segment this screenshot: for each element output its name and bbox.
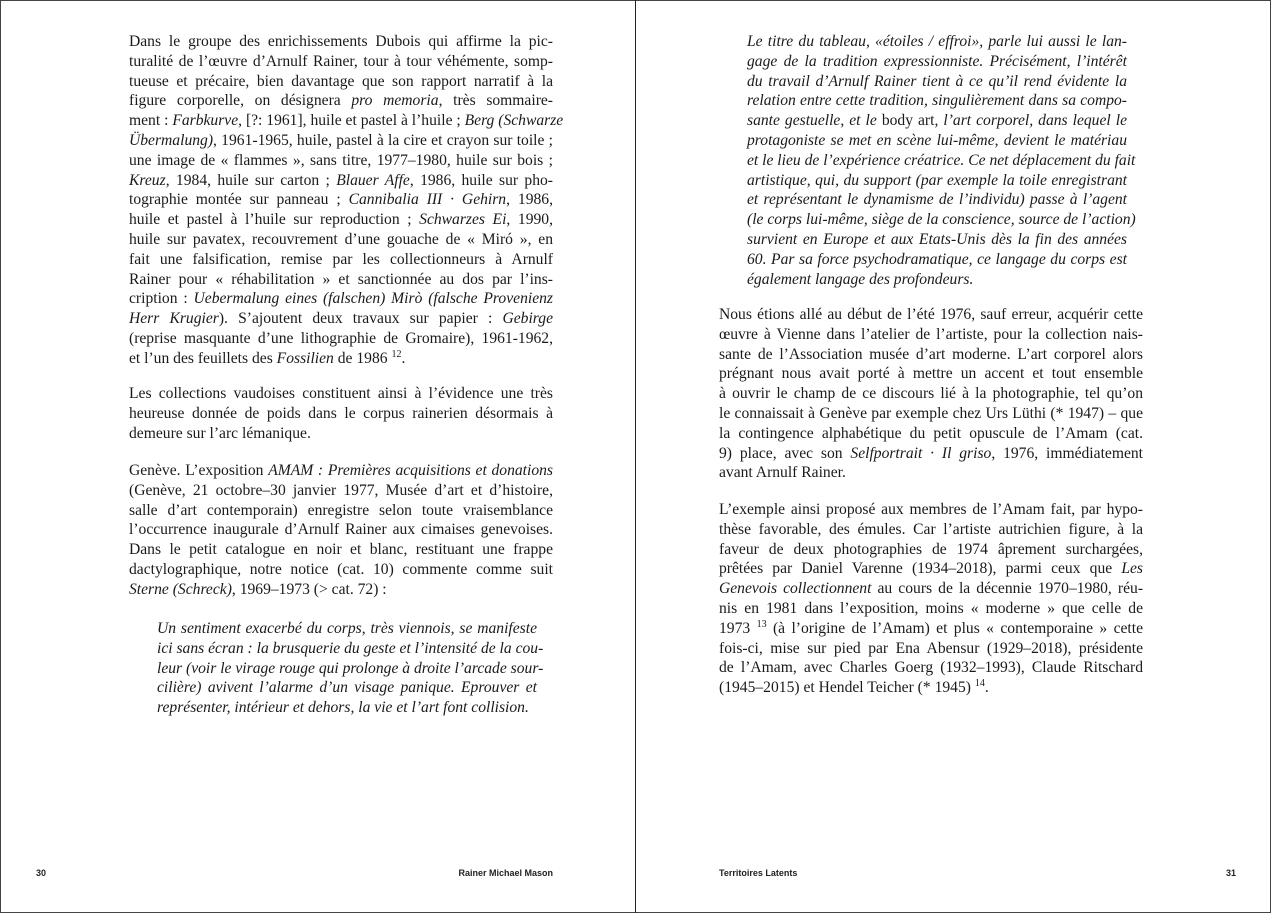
text-line <box>129 349 553 369</box>
text-run: Genève. L’exposition <box>129 462 269 479</box>
text-line <box>747 190 1127 210</box>
text-line <box>719 384 1143 404</box>
footnote-reference[interactable]: 12 <box>391 348 402 360</box>
text-run: sante gestuelle, et le <box>747 112 882 130</box>
text-run: fois-ci, mise sur pied par Ena Abensur (1929–2018), présidente <box>719 639 1143 657</box>
text-run: , [?: 1961], huile et pastel à l’huile ; <box>238 112 465 130</box>
left-paragraph-3 <box>129 461 553 600</box>
text-run: ). S’ajoutent deux travaux sur papier : <box>218 310 503 328</box>
text-run: gage de la tradition expressionniste. Précisément, l’intérêt <box>747 52 1127 70</box>
text-run: leur (voir le virage rouge qui prolonge à droite l’arcade sour- <box>157 659 544 677</box>
text-line <box>129 52 553 72</box>
text-line <box>747 210 1136 230</box>
text-run: sante de l’Association musée d’art moderne. L’art corporel alors <box>719 345 1143 363</box>
text-line <box>129 72 553 92</box>
text-line <box>747 230 1127 250</box>
left-paragraph-2 <box>129 384 553 443</box>
text-line <box>719 424 1143 444</box>
text-run: protagoniste se met en scène lui-même, devient le matériau <box>747 131 1127 149</box>
text-line <box>129 424 553 444</box>
text-line <box>157 639 544 659</box>
italic-title: Genevois collectionnent <box>719 580 872 598</box>
text-line <box>129 190 553 210</box>
text-line <box>719 500 1143 520</box>
text-run: également langage des profondeurs. <box>747 270 974 288</box>
text-run: de l’Amam, avec Charles Goerg (1932–1993), Claude Ritschard <box>719 659 1143 677</box>
text-line <box>129 230 553 250</box>
text-run: survient en Europe et aux Etats-Unis dès la fin des années <box>747 230 1127 248</box>
text-run: ici sans écran : la brusquerie du geste et l’intensité de la cou- <box>157 639 544 657</box>
italic-title: Cannibalia III · Gehirn <box>348 191 507 209</box>
text-run: et représentant le dynamisme de l’individu) passe à l’agent <box>747 191 1127 209</box>
text-run: , 1984, huile sur carton ; <box>165 171 337 189</box>
text-run: faveur de deux photographies de 1974 âprement surchargées, <box>719 540 1143 558</box>
text-run: Dans le groupe des enrichissements Dubois qui affirme la pic- <box>129 33 553 50</box>
text-run: Nous étions allé au début de l’été 1976, sauf erreur, acquérir cette <box>719 306 1143 323</box>
left-paragraph-1 <box>129 32 564 369</box>
right-paragraph-2 <box>719 500 1143 698</box>
text-run: une image de « flammes », sans titre, 1977–1980, huile sur bois ; <box>129 151 553 169</box>
text-run: nis en 1981 dans l’exposition, moins « moderne » que celle de <box>719 599 1143 617</box>
roman-term: body art <box>881 112 935 130</box>
italic-title: Blauer Affe <box>336 171 410 189</box>
italic-title: Farbkurve <box>172 112 239 130</box>
text-line <box>747 250 1127 270</box>
text-run: (reprise masquante d’une lithographie de Gromaire), 1961-1962, <box>129 329 553 347</box>
text-run: , très sommaire- <box>438 92 553 110</box>
italic-title: Schwarzes Ei <box>419 211 507 229</box>
text-line <box>129 481 553 501</box>
text-line <box>129 501 553 521</box>
italic-title: Uebermalung eines (falschen) Mirò (falsche Provenienz <box>193 290 553 308</box>
italic-title: Selfportrait · Il griso <box>850 444 992 462</box>
left-page-number: 30 <box>36 868 47 878</box>
italic-title: Herr Krugier <box>129 310 219 328</box>
text-line <box>719 579 1143 599</box>
text-line <box>719 540 1143 560</box>
text-line <box>747 111 1127 131</box>
text-line <box>719 639 1143 659</box>
italic-title: Les <box>1121 560 1143 578</box>
text-line <box>129 384 553 404</box>
text-line <box>747 270 1127 290</box>
text-run: ment : <box>129 112 173 130</box>
text-run: Dans le petit catalogue en noir et blanc, restituant une frappe <box>129 541 553 559</box>
text-line <box>129 91 553 111</box>
text-run: , 1969–1973 (> cat. 72) : <box>231 580 387 598</box>
text-line <box>129 210 553 230</box>
text-line <box>129 520 553 540</box>
text-run: turalité de l’œuvre d’Arnulf Rainer, tour à tour véhémente, somp- <box>129 52 553 70</box>
text-run: œuvre à Vienne dans l’atelier de l’artiste, pour la collection nais- <box>719 325 1143 343</box>
text-line <box>747 171 1127 191</box>
text-line <box>129 461 553 481</box>
text-line <box>719 559 1143 579</box>
text-run: représenter, intérieur et dehors, la vie et l’art font collision. <box>157 699 529 717</box>
text-line <box>129 32 553 52</box>
right-block-quote <box>747 32 1136 289</box>
spine-divider <box>635 0 636 913</box>
text-line <box>129 111 564 131</box>
text-run: thèse favorable, des émules. Car l’artiste autrichien figure, à la <box>719 520 1143 538</box>
text-line <box>747 91 1127 111</box>
text-line <box>157 678 537 698</box>
text-run: (1945–2015) et Hendel Teicher (* 1945) <box>719 679 975 697</box>
text-run: , 1976, immédiatement <box>991 444 1143 462</box>
text-run: relation entre cette tradition, singulièrement dans sa compo- <box>747 92 1127 110</box>
text-run: heureuse donnée de poids dans le corpus rainerien désormais à <box>129 404 553 422</box>
right-paragraph-1 <box>719 305 1143 483</box>
italic-title: Fossilien <box>276 349 334 367</box>
text-run: avant Arnulf Rainer. <box>719 464 846 482</box>
text-run: huile et pastel à l’huile sur reproduction ; <box>129 211 420 229</box>
right-page-number: 31 <box>1225 868 1236 878</box>
text-line <box>719 444 1143 464</box>
text-line <box>129 329 553 349</box>
text-run: dactylographique, notre notice (cat. 10) commente comme suit <box>129 560 553 578</box>
text-line <box>129 580 553 600</box>
text-line <box>129 171 553 191</box>
text-line <box>719 678 1143 698</box>
text-run: , 1986, <box>506 191 553 209</box>
text-line <box>719 345 1143 365</box>
text-run: . <box>401 349 406 367</box>
text-line <box>747 52 1127 72</box>
text-run: tographie montée sur panneau ; <box>129 191 349 209</box>
text-line <box>129 131 553 151</box>
text-run: Un sentiment exacerbé du corps, très viennois, se manifeste <box>157 620 537 637</box>
text-run: le connaissait à Genève par exemple chez Urs Lüthi (* 1947) – que <box>719 404 1143 422</box>
text-run: (le corps lui-même, siège de la conscience, source de l’action) <box>747 211 1136 229</box>
left-block-quote <box>157 619 544 718</box>
text-run: tueuse et précaire, bien davantage que son rapport narratif à la <box>129 72 553 90</box>
text-run: cription : <box>129 290 194 308</box>
left-running-head: Rainer Michael Mason <box>458 868 553 878</box>
text-line <box>719 463 1143 483</box>
italic-title: Berg (Schwarze <box>464 112 564 130</box>
text-run: la contingence alphabétique du petit opuscule de l’Amam (cat. <box>719 424 1143 442</box>
text-line <box>129 560 553 580</box>
text-line <box>719 658 1143 678</box>
text-line <box>129 250 553 270</box>
text-run: du travail d’Arnulf Rainer tient à ce qu’il rend évidente la <box>747 72 1127 90</box>
text-run: (à l’origine de l’Amam) et plus « contemporaine » cette <box>766 619 1143 637</box>
text-line <box>157 698 537 718</box>
text-run: L’exemple ainsi proposé aux membres de l’Amam fait, par hypo- <box>719 501 1143 518</box>
text-run: artistique, qui, du support (par exemple la toile enregistrant <box>747 171 1127 189</box>
text-line <box>129 289 553 309</box>
text-run: prégnant nous avait porté à mettre un accent et tout ensemble <box>719 365 1143 383</box>
text-run: fait une falsification, remise par les collectionneurs à Arnulf <box>129 250 553 268</box>
footnote-reference[interactable]: 14 <box>974 678 985 690</box>
text-run: Rainer pour « réhabilitation » et sanctionnée au dos par l’ins- <box>129 270 553 288</box>
text-line <box>129 270 553 290</box>
text-run: figure corporelle, on désignera <box>129 92 352 110</box>
text-line <box>719 599 1143 619</box>
text-line <box>129 309 553 329</box>
text-line <box>747 131 1127 151</box>
text-line <box>129 151 553 171</box>
italic-title: Übermalung) <box>129 131 214 149</box>
text-line <box>719 619 1143 639</box>
text-run: , 1986, huile sur pho- <box>409 171 553 189</box>
text-run: Le titre du tableau, «étoiles / effroi», parle lui aussi le lan- <box>747 33 1127 50</box>
text-line <box>747 72 1127 92</box>
text-run: , 1961-1965, huile, pastel à la cire et crayon sur toile ; <box>213 131 553 149</box>
italic-title: Sterne (Schreck) <box>129 580 232 598</box>
text-run: 9) place, avec son <box>719 444 851 462</box>
text-run: et l’un des feuillets des <box>129 349 277 367</box>
footnote-reference[interactable]: 13 <box>756 618 767 630</box>
text-run: l’occurrence inaugurale d’Arnulf Rainer aux cimaises genevoises. <box>129 521 553 539</box>
text-line <box>719 325 1143 345</box>
text-line <box>747 32 1127 52</box>
italic-title: Gebirge <box>502 310 553 328</box>
text-line <box>719 364 1143 384</box>
text-line <box>157 659 544 679</box>
text-run: prêtées par Daniel Varenne (1934–2018), parmi ceux que <box>719 560 1122 578</box>
text-run: salle d’art contemporain) enregistre selon toute vraisemblance <box>129 501 553 519</box>
text-run: 60. Par sa force psychodramatique, ce langage du corps est <box>747 250 1127 268</box>
text-line <box>719 520 1143 540</box>
text-run: (Genève, 21 octobre–30 janvier 1977, Musée d’art et d’histoire, <box>129 481 553 499</box>
italic-title: AMAM : Premières acquisitions et donations <box>268 462 553 479</box>
italic-title: pro memoria <box>351 92 439 110</box>
text-line <box>719 404 1143 424</box>
right-running-head: Territoires Latents <box>719 868 798 878</box>
text-run: , 1990, <box>506 211 553 229</box>
text-run: huile sur pavatex, recouvrement d’une gouache de « Miró », en <box>129 230 553 248</box>
text-line <box>747 151 1136 171</box>
text-line <box>129 540 553 560</box>
text-line <box>157 619 537 639</box>
text-line <box>129 404 553 424</box>
text-run: à ouvrir le champ de ce discours lié à la photographie, tel qu’on <box>719 385 1143 403</box>
text-run: 1973 <box>719 619 757 637</box>
text-run: cilière) avivent l’alarme d’un visage panique. Eprouver et <box>157 679 537 697</box>
text-run: , l’art corporel, dans lequel le <box>934 112 1127 130</box>
text-run: Les collections vaudoises constituent ainsi à l’évidence une très <box>129 385 553 402</box>
italic-title: Kreuz <box>129 171 166 189</box>
text-run: demeure sur l’arc lémanique. <box>129 424 311 442</box>
text-run: et le lieu de l’expérience créatrice. Ce net déplacement du fait <box>747 151 1136 169</box>
text-run: au cours de la décennie 1970–1980, réu- <box>871 580 1144 598</box>
text-run: . <box>984 679 989 697</box>
text-run: de 1986 <box>333 349 392 367</box>
text-line <box>719 305 1143 325</box>
